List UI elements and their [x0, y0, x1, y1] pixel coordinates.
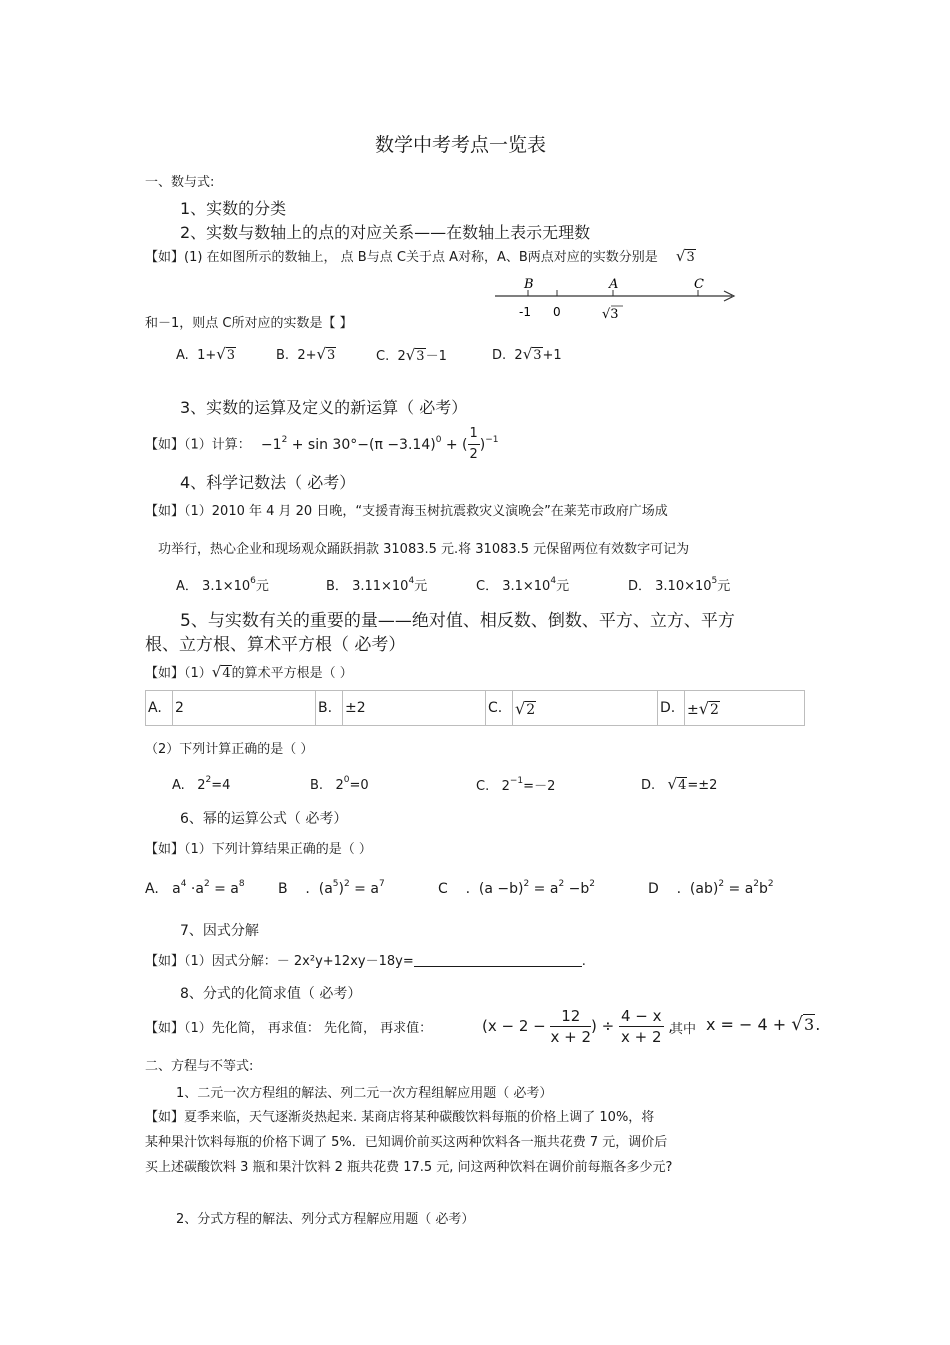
- topic-heading: 2、分式方程的解法、列分式方程解应用题（ 必考）: [176, 1212, 475, 1227]
- math-expression: (x − 2 − $\frac{12}{x + 2}$ ) ÷ $\frac{4 - x}{x + 2}$ ,: [482, 1007, 674, 1046]
- option-key: D.: [658, 691, 685, 726]
- option: B . $(a^5)^2 = a^7$: [278, 879, 385, 897]
- topic-heading: 1、实数的分类: [180, 199, 287, 218]
- tick-label: -1: [519, 305, 531, 319]
- tick-label: 0: [553, 305, 561, 319]
- number-line: [490, 272, 740, 324]
- radical-expression: √3: [675, 247, 695, 265]
- option: A. $a^4 \cdot a^2 = a^8$: [145, 879, 245, 897]
- math-expression: $-1^2 + \sin 30^\circ-(\pi -3.14)^0$ + ( $\frac{1}{2}$ )$^{-1}$: [260, 426, 499, 462]
- example-text: 【如】（1）2010 年 4 月 20 日晚，“支援青海玉树抗震救灾义演晚会”在莱芜市政府广场成: [145, 504, 668, 519]
- topic-heading: 3、实数的运算及定义的新运算（ 必考）: [180, 398, 468, 417]
- example-text: 【如】(1) 在如图所示的数轴上， 点 B与点 C关于点 A对称，A、B两点对应的实数分别是 √3: [145, 247, 695, 265]
- example-text: 某种果汁饮料每瓶的价格下调了 5%．已知调价前买这两种饮料各一瓶共花费 7 元，调价后: [145, 1135, 668, 1150]
- section-heading: 一、数与式:: [145, 175, 215, 190]
- option-value: √2: [513, 691, 658, 726]
- example-text: 功举行，热心企业和现场观众踊跃捐款 31083.5 元.将 31083.5 元保留两位有效数字可记为: [158, 542, 690, 557]
- option: A. $2^2=4$: [172, 775, 231, 793]
- example-text: 【如】（1）因式分解：－ 2x²y+12xy－18y= .: [145, 954, 586, 969]
- example-text: 和－1，则点 C所对应的实数是【 】: [145, 316, 353, 331]
- example-text: 【如】（1）√4的算术平方根是（ ）: [145, 663, 353, 681]
- topic-heading: 1、二元一次方程组的解法、列二元一次方程组解应用题（ 必考）: [176, 1086, 553, 1101]
- example-text: 【如】（1）计算： $-1^2 + \sin 30^\circ-(\pi -3.14)^0$ + ( $\frac{1}{2}$ )$^{-1}$: [145, 426, 499, 462]
- example-text: 买上述碳酸饮料 3 瓶和果汁饮料 2 瓶共花费 17.5 元, 问这两种饮料在调价前每瓶各多少元?: [145, 1160, 673, 1175]
- topic-heading: 5、与实数有关的重要的量——绝对值、相反数、倒数、平方、立方、平方: [180, 611, 735, 631]
- answer-blank: [414, 952, 582, 967]
- page-title: 数学中考考点一览表: [375, 134, 547, 156]
- topic-heading: 6、幂的运算公式（ 必考）: [180, 811, 348, 827]
- point-label-a: A: [609, 277, 619, 292]
- section-heading: 二、方程与不等式:: [145, 1059, 254, 1074]
- math-expression: x = − 4 + √3.: [706, 1014, 821, 1035]
- topic-heading: 2、实数与数轴上的点的对应关系——在数轴上表示无理数: [180, 223, 591, 242]
- option: C . $(a -b)^2 = a^2 -b^2$: [438, 879, 595, 897]
- option: D. 2√3+1: [492, 345, 562, 363]
- topic-heading: 7、因式分解: [180, 923, 259, 939]
- option: C. 2√3－1: [376, 346, 447, 364]
- option: D. √4=±2: [641, 775, 718, 793]
- option: B. $2^0=0$: [310, 775, 369, 793]
- option: B. 2+√3: [276, 345, 336, 363]
- example-text: 【如】（1）下列计算结果正确的是（ ）: [145, 842, 372, 857]
- example-text: （2）下列计算正确的是（ ）: [145, 742, 314, 757]
- option: C. $2^{-1}=-2$: [476, 776, 556, 794]
- option-key: C.: [486, 691, 513, 726]
- option-value: ±2: [343, 691, 486, 726]
- example-text: 【如】夏季来临，天气逐渐炎热起来. 某商店将某种碳酸饮料每瓶的价格上调了 10%，将: [145, 1110, 655, 1125]
- option-value: 2: [173, 691, 316, 726]
- option-key: A.: [146, 691, 173, 726]
- point-label-b: B: [524, 277, 534, 292]
- topic-heading: 4、科学记数法（ 必考）: [180, 473, 356, 492]
- option: D . $(ab)^2 = a^2b^2$: [648, 879, 774, 897]
- option: B． $3.11\times 10^4$元: [326, 576, 428, 594]
- option-key: B.: [316, 691, 343, 726]
- options-table: [145, 690, 805, 726]
- example-text: 【如】（1）先化简， 再求值： 先化简， 再求值：: [145, 1021, 433, 1036]
- example-text: 其中: [670, 1022, 697, 1037]
- option: A． $3.1\times 10^6$元: [176, 576, 269, 594]
- topic-heading: 8、分式的化简求值（ 必考）: [180, 986, 362, 1002]
- tick-label: √3: [602, 307, 619, 322]
- option: C． $3.1\times 10^4$元: [476, 576, 570, 594]
- option: D． $3.10\times 10^5$元: [628, 576, 731, 594]
- option-value: ±√2: [685, 691, 805, 726]
- option: A. 1+√3: [176, 345, 236, 363]
- point-label-c: C: [694, 277, 704, 292]
- topic-heading: 根、立方根、算术平方根（ 必考）: [145, 635, 406, 655]
